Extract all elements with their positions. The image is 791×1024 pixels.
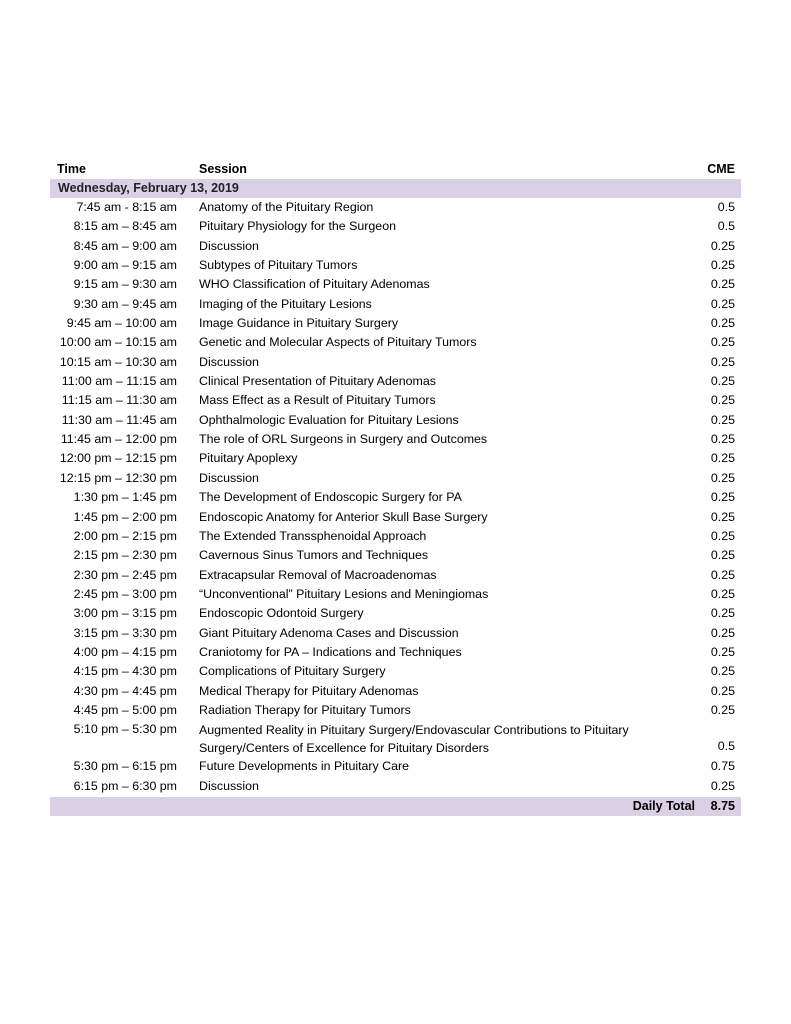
table-row: [50, 701, 741, 720]
session-time: 9:15 am – 9:30 am: [73, 277, 177, 292]
session-title: Imaging of the Pituitary Lesions: [199, 296, 372, 311]
table-row: [50, 372, 741, 391]
session-time: 5:10 pm – 5:30 pm: [73, 722, 177, 737]
session-title: WHO Classification of Pituitary Adenomas: [199, 277, 430, 292]
session-time: 8:45 am – 9:00 am: [73, 238, 177, 253]
session-cme: 0.5: [717, 200, 735, 214]
session-cme: 0.25: [710, 644, 735, 659]
session-title: The Extended Transsphenoidal Approach: [199, 528, 427, 543]
session-cme: 0.25: [710, 664, 735, 679]
session-title: Clinical Presentation of Pituitary Adenomas: [199, 374, 436, 389]
table-row: [50, 662, 741, 681]
session-cme: 0.25: [710, 528, 735, 543]
session-time: 9:00 am – 9:15 am: [73, 258, 177, 273]
session-time: 11:30 am – 11:45 am: [61, 412, 177, 427]
table-row: [50, 527, 741, 546]
session-title: Complications of Pituitary Surgery: [199, 664, 386, 679]
session-cme: 0.25: [710, 316, 735, 331]
session-title: Medical Therapy for Pituitary Adenomas: [199, 683, 419, 698]
time-column-header: Time: [57, 162, 86, 176]
table-row: [50, 624, 741, 643]
session-cme: 0.25: [710, 548, 735, 563]
session-cme: 0.25: [710, 778, 735, 793]
session-title: Discussion: [199, 238, 259, 253]
session-cme: 0.25: [710, 567, 735, 582]
session-time: 8:15 am – 8:45 am: [73, 219, 177, 234]
session-title: Discussion: [199, 470, 259, 485]
session-cme: 0.25: [710, 606, 735, 621]
session-time: 1:45 pm – 2:00 pm: [73, 509, 177, 524]
table-row: [50, 256, 741, 275]
session-title: “Unconventional” Pituitary Lesions and Meningiomas: [199, 586, 489, 601]
table-row: [50, 295, 741, 314]
session-time: 10:15 am – 10:30 am: [59, 354, 177, 369]
session-cme: 0.25: [710, 374, 735, 389]
table-header: [50, 162, 741, 179]
table-row: [50, 604, 741, 623]
table-row: [50, 643, 741, 662]
session-cme: 0.25: [710, 586, 735, 601]
table-row: [50, 682, 741, 701]
day-heading: Wednesday, February 13, 2019: [50, 179, 741, 198]
session-rows: [50, 198, 741, 796]
session-title: Image Guidance in Pituitary Surgery: [199, 316, 399, 331]
session-cme: 0.25: [710, 277, 735, 292]
session-title: The Development of Endoscopic Surgery for PA: [199, 490, 462, 505]
session-title: Endoscopic Anatomy for Anterior Skull Base Surgery: [199, 509, 488, 524]
cme-column-header: CME: [707, 162, 735, 176]
session-time: 2:45 pm – 3:00 pm: [73, 586, 177, 601]
session-title: The role of ORL Surgeons in Surgery and Outcomes: [199, 432, 488, 447]
session-time: 11:15 am – 11:30 am: [61, 393, 177, 408]
session-time: 11:45 am – 12:00 pm: [60, 432, 177, 447]
session-title: Mass Effect as a Result of Pituitary Tumors: [199, 393, 436, 408]
session-title: Giant Pituitary Adenoma Cases and Discussion: [199, 625, 459, 640]
table-row: [50, 391, 741, 410]
table-row: [50, 275, 741, 294]
table-row: [50, 585, 741, 604]
daily-total-label: Daily Total: [632, 798, 695, 813]
session-cme: 0.25: [710, 393, 735, 408]
session-time: 3:00 pm – 3:15 pm: [73, 606, 177, 621]
session-cme: 0.5: [717, 739, 735, 754]
session-cme: 0.25: [710, 451, 735, 466]
table-row: [50, 566, 741, 585]
session-time: 5:30 pm – 6:15 pm: [73, 759, 177, 774]
session-column-header: Session: [199, 162, 247, 176]
session-cme: 0.25: [710, 470, 735, 485]
table-row: [50, 777, 741, 796]
session-title: Subtypes of Pituitary Tumors: [199, 258, 358, 273]
table-row: [50, 198, 741, 217]
session-title: Future Developments in Pituitary Care: [199, 759, 410, 774]
session-time: 12:00 pm – 12:15 pm: [59, 451, 177, 466]
session-cme: 0.25: [710, 490, 735, 505]
table-row: [50, 720, 741, 757]
session-time: 4:15 pm – 4:30 pm: [73, 664, 177, 679]
session-title: Pituitary Apoplexy: [199, 451, 298, 466]
session-title: Extracapsular Removal of Macroadenomas: [199, 567, 437, 582]
table-row: [50, 333, 741, 352]
schedule-table: [50, 162, 741, 816]
session-time: 3:15 pm – 3:30 pm: [73, 625, 177, 640]
session-title: Ophthalmologic Evaluation for Pituitary Lesions: [199, 412, 459, 427]
daily-total-row: [50, 797, 741, 816]
table-row: [50, 757, 741, 776]
session-time: 2:15 pm – 2:30 pm: [73, 548, 177, 563]
session-title: Craniotomy for PA – Indications and Techniques: [199, 644, 462, 659]
session-time: 4:00 pm – 4:15 pm: [73, 644, 177, 659]
session-time: 9:30 am – 9:45 am: [73, 296, 177, 311]
session-cme: 0.25: [710, 296, 735, 311]
session-cme: 0.25: [710, 509, 735, 524]
session-cme: 0.25: [710, 335, 735, 350]
table-row: [50, 237, 741, 256]
session-cme: 0.5: [717, 219, 735, 234]
session-title: Genetic and Molecular Aspects of Pituitary Tumors: [199, 335, 477, 350]
session-time: 12:15 pm – 12:30 pm: [59, 470, 177, 485]
session-time: 2:30 pm – 2:45 pm: [73, 567, 177, 582]
session-title: Endoscopic Odontoid Surgery: [199, 606, 364, 621]
session-cme: 0.25: [710, 354, 735, 369]
table-row: [50, 469, 741, 488]
session-time: 1:30 pm – 1:45 pm: [73, 490, 177, 505]
session-time: 10:00 am – 10:15 am: [59, 335, 177, 350]
session-cme: 0.25: [710, 702, 735, 717]
table-row: [50, 488, 741, 507]
session-time: 2:00 pm – 2:15 pm: [73, 528, 177, 543]
session-time: 11:00 am – 11:15 am: [61, 374, 177, 389]
session-time: 4:30 pm – 4:45 pm: [73, 683, 177, 698]
table-row: [50, 217, 741, 236]
table-row: [50, 411, 741, 430]
table-row: [50, 314, 741, 333]
table-row: [50, 546, 741, 565]
daily-total-value: 8.75: [710, 798, 735, 813]
session-cme: 0.25: [710, 625, 735, 640]
session-cme: 0.25: [710, 258, 735, 273]
session-cme: 0.25: [710, 683, 735, 698]
session-time: 6:15 pm – 6:30 pm: [73, 778, 177, 793]
session-time: 4:45 pm – 5:00 pm: [73, 702, 177, 717]
session-time: 7:45 am - 8:15 am: [76, 200, 177, 214]
table-row: [50, 508, 741, 527]
session-title: Radiation Therapy for Pituitary Tumors: [199, 702, 411, 717]
session-title: Pituitary Physiology for the Surgeon: [199, 219, 396, 234]
session-time: 9:45 am – 10:00 am: [66, 316, 177, 331]
session-title: Anatomy of the Pituitary Region: [199, 200, 374, 214]
session-cme: 0.75: [710, 759, 735, 774]
session-title: Cavernous Sinus Tumors and Techniques: [199, 548, 429, 563]
table-row: [50, 449, 741, 468]
session-title: Discussion: [199, 778, 259, 793]
session-cme: 0.25: [710, 238, 735, 253]
session-title: Discussion: [199, 354, 259, 369]
table-row: [50, 353, 741, 372]
session-cme: 0.25: [710, 432, 735, 447]
session-title: Augmented Reality in Pituitary Surgery/Endovascular Contributions to Pituitary Surgery/Centers of Excellence for Pituitary Disorders: [199, 723, 629, 756]
session-cme: 0.25: [710, 412, 735, 427]
table-row: [50, 430, 741, 449]
